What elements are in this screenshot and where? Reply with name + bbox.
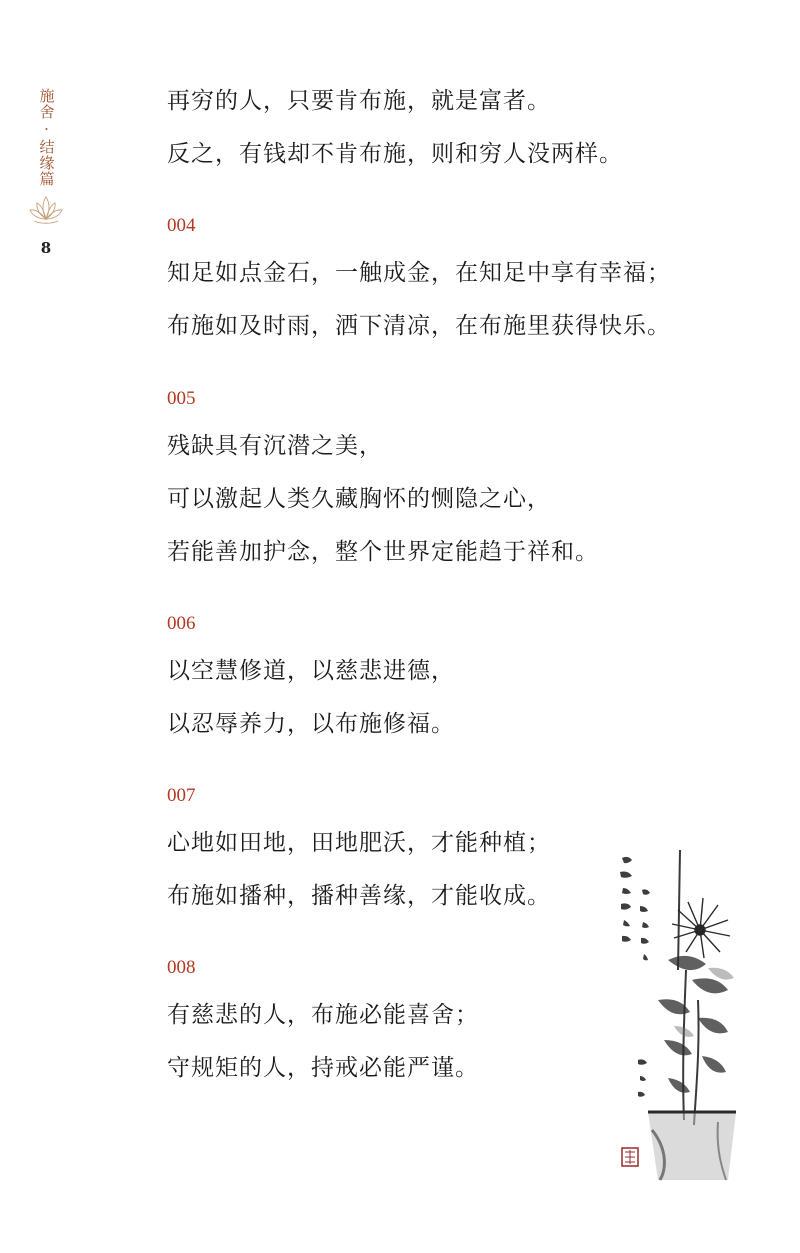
section-number: 006 (167, 613, 196, 634)
text-line: 残缺具有沉潜之美， (167, 433, 383, 459)
intro-section (167, 88, 637, 167)
page-number: 8 (40, 239, 52, 257)
text-line: 可以激起人类久藏胸怀的恻隐之心， (167, 486, 551, 512)
section-008 (167, 957, 637, 1081)
section-number: 004 (167, 215, 196, 236)
text-line: 守规矩的人，持戒必能严谨。 (167, 1055, 479, 1081)
section-number: 008 (167, 957, 196, 978)
section-004 (167, 215, 671, 339)
section-number: 005 (167, 388, 196, 409)
chrysanthemum-painting (608, 850, 758, 1190)
text-line: 以空慧修道，以慈悲进德， (167, 658, 455, 684)
text-line: 再穷的人，只要肯布施，就是富者。 (167, 88, 551, 114)
chapter-header (28, 88, 64, 257)
text-line: 知足如点金石，一触成金，在知足中享有幸福； (167, 260, 671, 286)
section-007 (167, 785, 637, 909)
chapter-title: 施舍·结缘篇 (37, 88, 56, 187)
text-line: 若能善加护念，整个世界定能趋于祥和。 (167, 539, 599, 565)
text-line: 心地如田地，田地肥沃，才能种植； (167, 830, 551, 856)
text-line: 反之，有钱却不肯布施，则和穷人没两样。 (167, 141, 623, 167)
text-line: 布施如及时雨，洒下清凉，在布施里获得快乐。 (167, 313, 671, 339)
section-number: 007 (167, 785, 196, 806)
section-005 (167, 388, 637, 565)
main-content (167, 88, 671, 1081)
section-006 (167, 613, 637, 737)
lotus-icon (28, 193, 64, 227)
text-line: 布施如播种，播种善缘，才能收成。 (167, 883, 551, 909)
text-line: 有慈悲的人，布施必能喜舍； (167, 1002, 479, 1028)
text-line: 以忍辱养力，以布施修福。 (167, 711, 455, 737)
